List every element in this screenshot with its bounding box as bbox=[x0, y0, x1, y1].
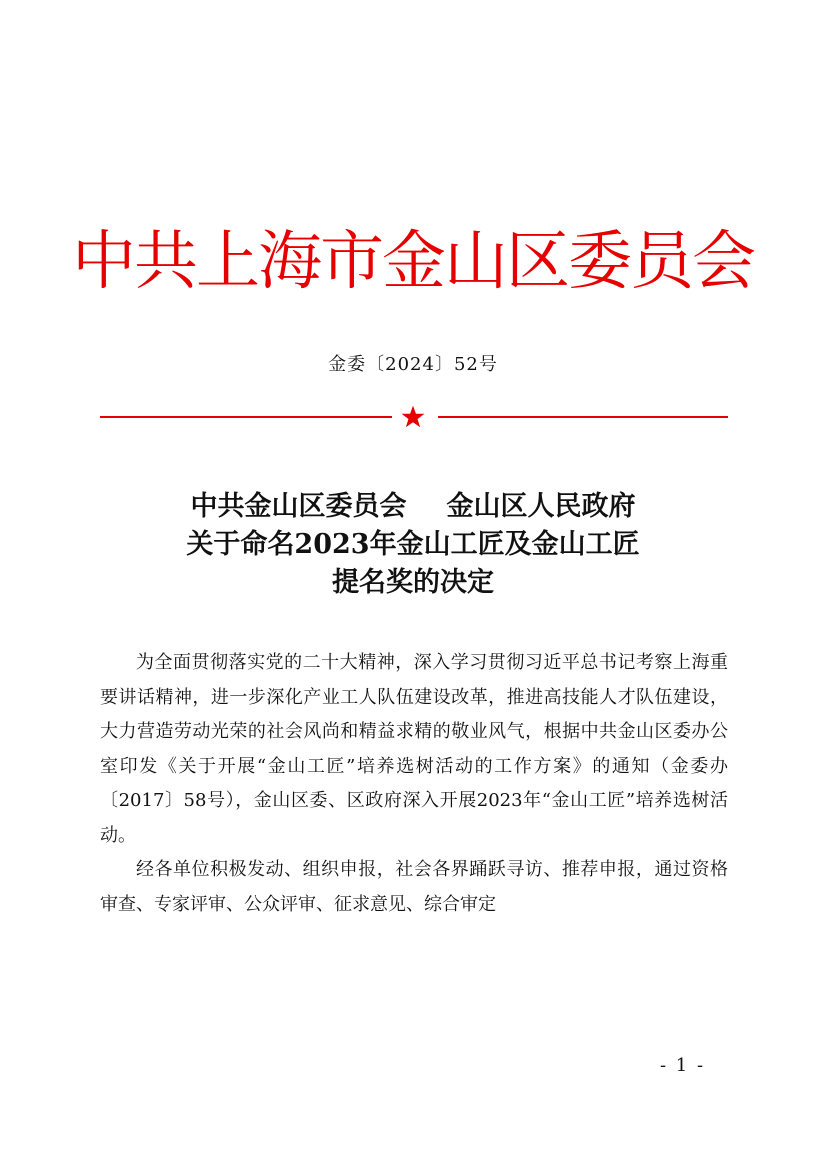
page-number: - 1 - bbox=[660, 1055, 706, 1076]
star-icon bbox=[400, 404, 426, 430]
issuer-masthead: 中共上海市金山区委员会 bbox=[72, 225, 754, 299]
body-paragraph-2: 经各单位积极发动、组织申报，社会各界踊跃寻访、推荐申报，通过资格审查、专家评审、公众评审、征求意见、综合审定 bbox=[100, 859, 728, 915]
document-number: 金委〔2024〕52号 bbox=[328, 354, 498, 375]
title-line-2: 关于命名2023年金山工匠及金山工匠 bbox=[186, 529, 640, 560]
title-line-3: 提名奖的决定 bbox=[332, 567, 494, 598]
title-line-1 bbox=[60, 488, 766, 526]
document-title bbox=[60, 488, 766, 602]
title-issuer-government: 金山区人民政府 bbox=[446, 491, 636, 522]
separator-line-left bbox=[100, 416, 392, 418]
document-body bbox=[100, 646, 728, 922]
separator-line-right bbox=[438, 416, 728, 418]
body-paragraph-1: 为全面贯彻落实党的二十大精神，深入学习贯彻习近平总书记考察上海重要讲话精神，进一步深化产业工人队伍建设改革，推进高技能人才队伍建设，大力营造劳动光荣的社会风尚和精益求精的敬业风气，根据中共金山区委办公室印发《关于开展“金山工匠”培养选树活动的工作方案》的通知（金委办〔2017〕58号），金山区委、区政府深入开展2023年“金山工匠”培养选树活动。 bbox=[100, 652, 728, 846]
title-issuer-party: 中共金山区委员会 bbox=[190, 491, 407, 522]
